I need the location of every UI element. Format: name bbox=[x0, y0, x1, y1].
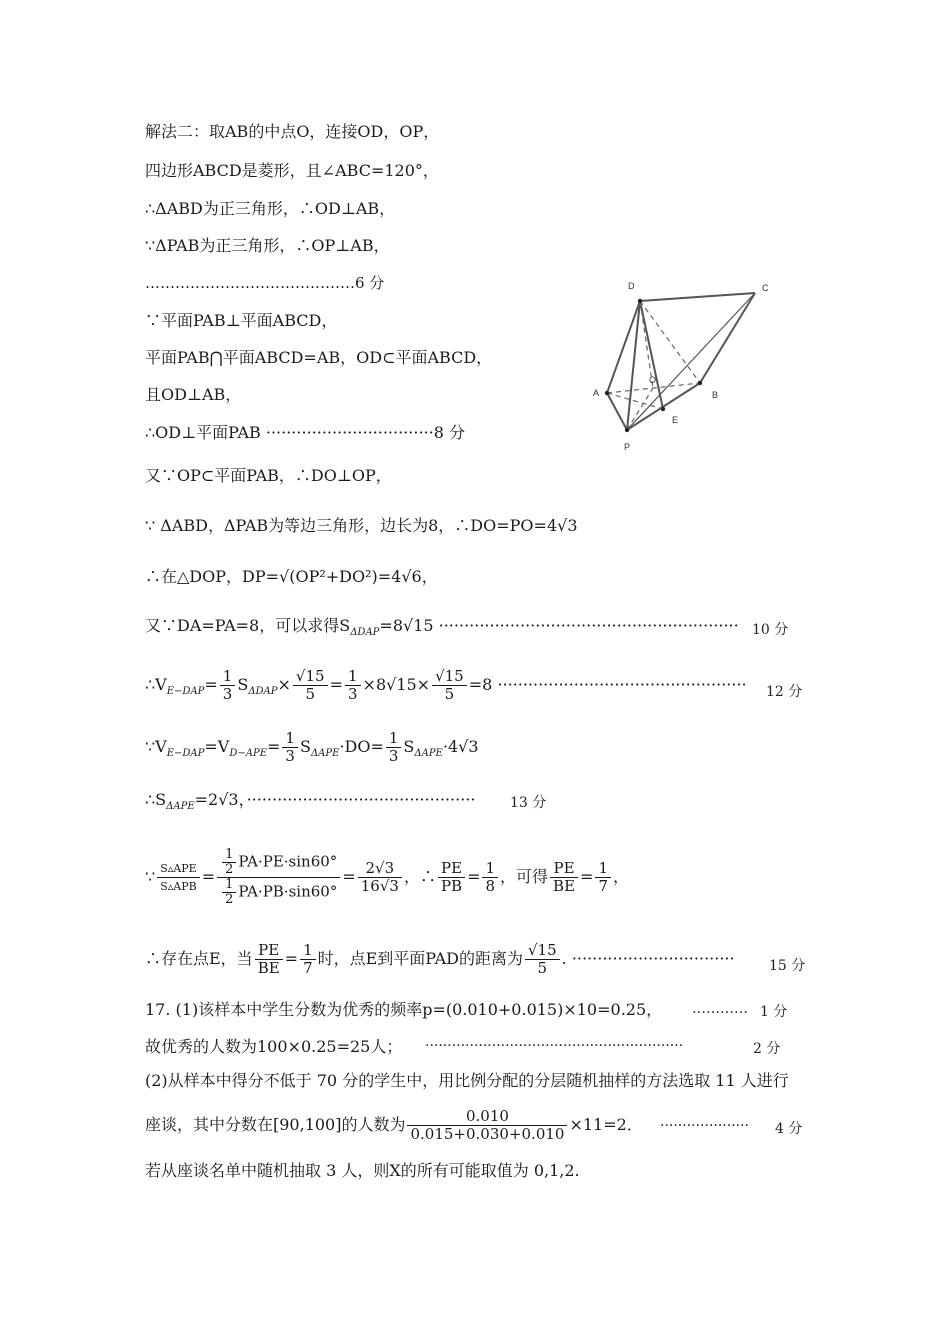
conclusion-tail: . ································ bbox=[561, 949, 735, 968]
point-d bbox=[638, 299, 642, 303]
frac-num bbox=[217, 848, 340, 878]
conclusion-line bbox=[145, 942, 735, 977]
fraction-sqrt15-over-5-2 bbox=[432, 668, 467, 703]
fraction-one-third bbox=[282, 730, 298, 765]
end-comma: ， bbox=[612, 867, 629, 886]
fraction-one-seventh bbox=[300, 942, 316, 977]
frac-num: √15 bbox=[293, 668, 328, 686]
eq-sign: = bbox=[467, 867, 481, 886]
text-line-1: 解法二：取AB的中点O，连接OD，OP， bbox=[145, 122, 440, 141]
s-letter-2: S bbox=[403, 737, 415, 756]
fraction-one-eighth bbox=[482, 860, 498, 895]
frac-den: 3 bbox=[285, 747, 295, 765]
s-subscript-2: ΔAPE bbox=[414, 748, 443, 759]
label-d: D bbox=[628, 281, 635, 291]
fraction-area-ratio bbox=[157, 860, 200, 895]
therefore-text: ，∴ bbox=[403, 867, 436, 886]
area-ratio-equation bbox=[145, 848, 629, 907]
frac-den: 16√3 bbox=[360, 877, 399, 895]
label-o: O bbox=[649, 375, 657, 385]
frac-num: PE bbox=[438, 860, 465, 878]
text-line-11: ∵ ΔABD，ΔPAB为等边三角形，边长为8，∴DO=PO=4√3 bbox=[145, 516, 578, 535]
text-line-21: (2)从样本中得分不低于 70 分的学生中，用比例分配的分层随机抽样的方法选取 11 人进行 bbox=[145, 1071, 789, 1090]
times-sign: × bbox=[277, 675, 291, 694]
frac-den: 3 bbox=[347, 685, 358, 703]
text-line-13 bbox=[145, 616, 739, 643]
area-dap-subscript: ΔDAP bbox=[350, 627, 380, 638]
sine-term-top: PA·PE·sin60° bbox=[238, 852, 338, 871]
eq-sign: = bbox=[329, 675, 343, 694]
frac-num: 1 bbox=[220, 668, 236, 686]
fraction-one-third bbox=[220, 668, 236, 703]
dots-20: ·························································· bbox=[425, 1038, 684, 1054]
fraction-half-2 bbox=[222, 878, 236, 907]
text-line-2: 四边形ABCD是菱形，且∠ABC=120°， bbox=[145, 161, 439, 180]
frac-num: PE bbox=[255, 942, 283, 960]
conclusion-lead: ∴存在点E，当 bbox=[145, 949, 253, 968]
volume-equality bbox=[145, 730, 479, 765]
frac-num: √15 bbox=[432, 668, 467, 686]
score-15: 15 分 bbox=[769, 958, 806, 974]
edge-cb bbox=[700, 293, 755, 383]
fraction-sqrt15-over-5 bbox=[293, 668, 328, 703]
text-line-12: ∴在△DOP，DP=√(OP²+DO²)=4√6， bbox=[145, 567, 438, 586]
text-line-20: 故优秀的人数为100×0.25=25人； bbox=[145, 1037, 403, 1056]
s-letter: S bbox=[237, 675, 249, 694]
text-line-4: ∵ΔPAB为正三角形，∴OP⊥AB， bbox=[145, 236, 390, 255]
text-line-16 bbox=[145, 790, 475, 817]
area-ape-lead: ∴S bbox=[145, 790, 167, 809]
frac-num: 1 bbox=[300, 942, 316, 960]
fraction-half bbox=[222, 848, 236, 877]
label-e: E bbox=[672, 415, 679, 425]
s-subscript: ΔAPE bbox=[310, 748, 340, 759]
score-10: 10 分 bbox=[752, 622, 789, 638]
frac-num: 1 bbox=[482, 860, 498, 878]
hence-text: ，可得 bbox=[500, 867, 549, 886]
text-line-3: ∴ΔABD为正三角形，∴OD⊥AB， bbox=[145, 199, 396, 218]
frac-num: √15 bbox=[525, 942, 560, 960]
text-line-7: 平面PAB⋂平面ABCD=AB，OD⊂平面ABCD， bbox=[145, 348, 493, 367]
frac-den: 8 bbox=[485, 877, 496, 895]
area-ape-value: =2√3，············································· bbox=[194, 790, 476, 809]
s-subscript: ΔDAP bbox=[248, 686, 278, 697]
text-line-6: ∵平面PAB⊥平面ABCD， bbox=[145, 311, 338, 330]
v-subscript-1: E−DAP bbox=[166, 748, 205, 759]
tail-text: ·4√3 bbox=[442, 737, 479, 756]
text-line-10: 又∵OP⊂平面PAB，∴DO⊥OP， bbox=[145, 466, 392, 485]
frac-num: PE bbox=[550, 860, 578, 878]
text-line-23: 若从座谈名单中随机抽取 3 人，则X的所有可能取值为 0,1,2. bbox=[145, 1161, 580, 1180]
count-lead: 座谈，其中分数在[90,100]的人数为 bbox=[145, 1115, 406, 1134]
point-e bbox=[661, 407, 665, 411]
edge-pc bbox=[627, 293, 755, 430]
eq-sign: = bbox=[201, 867, 216, 886]
fraction-sqrt15-over-5 bbox=[525, 942, 560, 977]
fraction-proportion bbox=[407, 1108, 567, 1143]
v-subscript-2: D−APE bbox=[229, 748, 268, 759]
result-text: =8 ················································· bbox=[468, 675, 747, 694]
solid-edges bbox=[607, 293, 755, 430]
volume-equation bbox=[145, 668, 747, 703]
point-a bbox=[605, 391, 609, 395]
text-line-9: ∴OD⊥平面PAB ·································8 分 bbox=[145, 423, 465, 442]
eq-sign: = bbox=[204, 675, 218, 694]
frac-den: 3 bbox=[222, 685, 233, 703]
label-c: C bbox=[762, 283, 769, 293]
fraction-one-third-2 bbox=[345, 668, 361, 703]
fraction-sqrt-ratio bbox=[358, 860, 402, 895]
v-subscript: E−DAP bbox=[166, 686, 205, 697]
fraction-one-seventh bbox=[595, 860, 611, 895]
v-lead: ∴V bbox=[145, 675, 167, 694]
label-b: B bbox=[712, 390, 719, 400]
product-text: ×8√15× bbox=[362, 675, 431, 694]
v-mid: =V bbox=[204, 737, 230, 756]
fraction-pe-be bbox=[550, 860, 578, 895]
frac-num: 1 bbox=[282, 730, 298, 748]
frac-den: 7 bbox=[303, 959, 313, 977]
s-letter: S bbox=[299, 737, 311, 756]
pyramid-figure bbox=[555, 275, 790, 460]
eq-sign: = bbox=[342, 867, 356, 886]
label-a: A bbox=[593, 388, 600, 398]
frac-den: 5 bbox=[305, 685, 316, 703]
dot-do: ·DO= bbox=[339, 737, 384, 756]
edge-ap bbox=[607, 393, 627, 430]
frac-den: 5 bbox=[444, 685, 455, 703]
count-result: ×11=2． bbox=[569, 1115, 643, 1134]
point-b bbox=[698, 381, 702, 385]
score-12: 12 分 bbox=[766, 684, 803, 700]
dots-19: ………… bbox=[692, 1001, 748, 1017]
edge-dc bbox=[640, 293, 755, 301]
eq-sign: = bbox=[284, 949, 299, 968]
eq-sign: = bbox=[580, 867, 594, 886]
frac-den: 2 bbox=[225, 862, 234, 877]
frac-den: PB bbox=[440, 877, 463, 895]
fraction-pe-be bbox=[255, 942, 283, 977]
text-line-8: 且OD⊥AB， bbox=[145, 385, 242, 404]
area-dap-value: =8√15 ··························································· bbox=[379, 616, 739, 635]
sine-term-bottom: PA·PB·sin60° bbox=[238, 882, 338, 901]
score-13: 13 分 bbox=[510, 795, 547, 811]
label-p: P bbox=[624, 442, 631, 452]
frac-den: S▵APB bbox=[160, 880, 197, 893]
score-4: 4 分 bbox=[775, 1121, 803, 1137]
dots-22: ···················· bbox=[660, 1118, 750, 1134]
v-lead: ∵V bbox=[145, 737, 167, 756]
frac-den: 0.015+0.030+0.010 bbox=[410, 1125, 565, 1143]
text-line-22 bbox=[145, 1108, 643, 1143]
text-line-5: ……………………………………6 分 bbox=[145, 274, 385, 292]
score-2: 2 分 bbox=[753, 1041, 781, 1057]
text-line-19: 17. (1)该样本中学生分数为优秀的频率p=(0.010+0.015)×10=0.25， bbox=[145, 1000, 663, 1019]
frac-den: 5 bbox=[537, 959, 548, 977]
because-sign: ∵ bbox=[145, 867, 156, 886]
point-p bbox=[625, 428, 629, 432]
area-ape-subscript: ΔAPE bbox=[166, 801, 195, 812]
fraction-one-third-2 bbox=[386, 730, 402, 765]
fraction-sine-area bbox=[217, 848, 340, 907]
area-dap-lead: 又∵DA=PA=8，可以求得S bbox=[145, 616, 351, 635]
frac-num: 1 bbox=[345, 668, 361, 686]
frac-den: 3 bbox=[388, 747, 399, 765]
score-1: 1 分 bbox=[760, 1004, 788, 1020]
frac-num: S▵APE bbox=[157, 860, 200, 878]
frac-den: 7 bbox=[598, 877, 608, 895]
frac-den bbox=[217, 878, 340, 907]
frac-num: 2√3 bbox=[358, 860, 402, 878]
frac-num: 1 bbox=[222, 878, 236, 893]
frac-num: 1 bbox=[595, 860, 611, 878]
frac-num: 0.010 bbox=[407, 1108, 567, 1126]
frac-den: BE bbox=[257, 959, 280, 977]
frac-num: 1 bbox=[386, 730, 402, 748]
eq-sign: = bbox=[267, 737, 281, 756]
frac-den: BE bbox=[553, 877, 576, 895]
frac-num: 1 bbox=[222, 848, 236, 863]
frac-den: 2 bbox=[225, 892, 234, 907]
fraction-pe-pb bbox=[438, 860, 465, 895]
conclusion-mid: 时，点E到平面PAD的距离为 bbox=[317, 949, 523, 968]
